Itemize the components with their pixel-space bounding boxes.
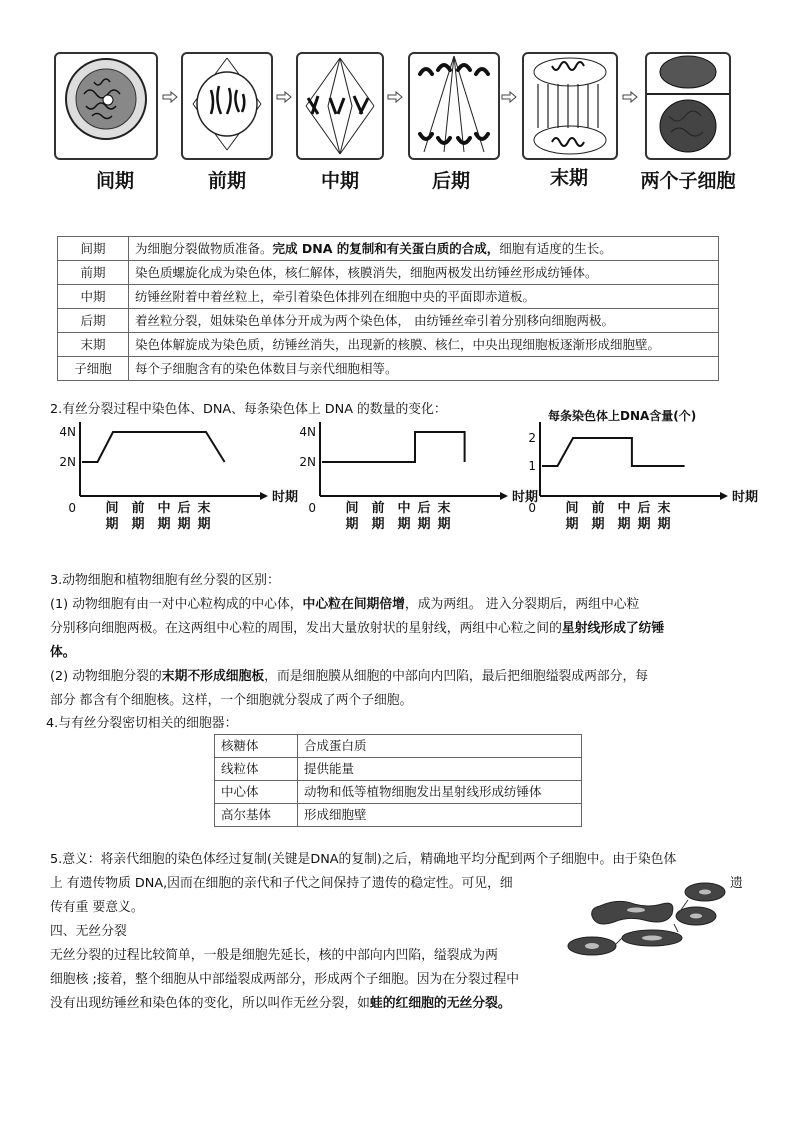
table-row <box>58 309 719 333</box>
table-row <box>215 758 582 781</box>
section2-title: 2.有丝分裂过程中染色体、DNA、每条染色体上 DNA 的数量的变化： <box>50 402 447 417</box>
y-tick-label: 2N <box>59 455 76 469</box>
x-tick-label: 后 <box>177 501 191 516</box>
arrow-right-icon <box>502 92 516 102</box>
description-cell: 每个子细胞含有的染色体数目与亲代细胞相等。 <box>129 357 719 381</box>
y-tick-label: 1 <box>528 459 536 473</box>
x-tick-label: 期 <box>197 517 211 532</box>
x-tick-label: 中 <box>157 501 171 516</box>
x-axis-label: 时期 <box>272 490 299 505</box>
x-tick-label: 期 <box>617 517 631 532</box>
anaphase-figure <box>408 52 500 160</box>
prophase-figure <box>181 52 273 160</box>
section5-line-2-tail: 遗 <box>730 876 743 891</box>
table-row <box>215 804 582 827</box>
series-line <box>82 432 225 462</box>
daughter-cells-figure <box>645 52 731 160</box>
telophase-figure <box>522 52 618 160</box>
stage-label-anaphase: 后期 <box>431 170 470 192</box>
organelle-name: 线粒体 <box>215 758 298 781</box>
organelle-table <box>214 734 582 827</box>
series-line <box>322 432 465 462</box>
stage-label-telophase: 末期 <box>549 167 588 189</box>
x-tick-label: 前 <box>371 501 385 516</box>
y-tick-label: 2N <box>299 455 316 469</box>
stage-label-interphase: 间期 <box>95 170 134 192</box>
table-row <box>58 261 719 285</box>
organelle-name: 核糖体 <box>215 735 298 758</box>
y-tick-label: 0 <box>308 501 316 515</box>
table-row <box>215 781 582 804</box>
table-row <box>58 357 719 381</box>
x-axis-label: 时期 <box>512 490 539 505</box>
amitosis-illustration <box>566 876 736 964</box>
organelle-function: 动物和低等植物细胞发出星射线形成纺锤体 <box>298 781 582 804</box>
section4-title: 4.与有丝分裂密切相关的细胞器： <box>46 716 238 731</box>
x-tick-label: 中 <box>617 501 631 516</box>
x-tick-label: 前 <box>131 501 145 516</box>
x-axis-arrow <box>500 492 508 500</box>
interphase-figure <box>54 52 158 160</box>
y-tick-label: 4N <box>59 425 76 439</box>
description-cell: 为细胞分裂做物质准备。完成 DNA 的复制和有关蛋白质的合成，细胞有适度的生长。 <box>129 237 719 261</box>
x-tick-label: 期 <box>131 517 145 532</box>
stage-label-daughter-cells: 两个子细胞 <box>640 170 736 192</box>
description-cell: 染色质螺旋化成为染色体，核仁解体，核膜消失，细胞两极发出纺锤丝形成纺锤体。 <box>129 261 719 285</box>
x-tick-label: 期 <box>565 517 579 532</box>
organelle-name: 中心体 <box>215 781 298 804</box>
section6-line-1: 无丝分裂的过程比较简单，一般是细胞先延长，核的中部向内凹陷，缢裂成为两 <box>50 948 498 963</box>
stage-label-prophase: 前期 <box>207 170 246 192</box>
phase-cell: 间期 <box>58 237 129 261</box>
x-tick-label: 期 <box>637 517 651 532</box>
arrow-right-icon <box>388 92 402 102</box>
x-tick-label: 期 <box>371 517 385 532</box>
phase-table <box>57 236 719 381</box>
arrow-right-icon <box>163 92 177 102</box>
section5-line-3: 传有重 要意义。 <box>50 900 144 915</box>
organelle-function: 形成细胞壁 <box>298 804 582 827</box>
x-tick-label: 间 <box>345 501 359 516</box>
organelle-name: 高尔基体 <box>215 804 298 827</box>
x-tick-label: 期 <box>437 517 451 532</box>
section3-paragraph-1: (1) 动物细胞有由一对中心粒构成的中心体，中心粒在间期倍增，成为两组。 进入分裂期后，两组中心粒 分别移向细胞两极。在这两组中心粒的周围，发出大量放射状的星射线，两组中心粒之间的星射线形成了纺锤 体。 <box>50 597 665 660</box>
x-tick-label: 期 <box>345 517 359 532</box>
section6-line-3: 没有出现纺锤丝和染色体的变化，所以叫作无丝分裂，如蛙的红细胞的无丝分裂。 <box>50 996 511 1011</box>
x-tick-label: 期 <box>157 517 171 532</box>
y-tick-label: 2 <box>528 431 536 445</box>
x-tick-label: 中 <box>397 501 411 516</box>
organelle-function: 提供能量 <box>298 758 582 781</box>
phase-cell: 后期 <box>58 309 129 333</box>
x-tick-label: 期 <box>657 517 671 532</box>
x-tick-label: 间 <box>105 501 119 516</box>
x-tick-label: 后 <box>417 501 431 516</box>
series-line <box>542 438 685 466</box>
arrow-right-icon <box>277 92 291 102</box>
x-axis-arrow <box>260 492 268 500</box>
description-cell: 着丝粒分裂，姐妹染色单体分开成为两个染色体， 由纺锤丝牵引着分别移向细胞两极。 <box>129 309 719 333</box>
y-tick-label: 4N <box>299 425 316 439</box>
phase-cell: 中期 <box>58 285 129 309</box>
x-tick-label: 后 <box>637 501 651 516</box>
x-tick-label: 期 <box>177 517 191 532</box>
table-row <box>58 285 719 309</box>
x-tick-label: 期 <box>417 517 431 532</box>
section3-title: 3.动物细胞和植物细胞有丝分裂的区别： <box>50 573 280 588</box>
phase-cell: 子细胞 <box>58 357 129 381</box>
x-tick-label: 期 <box>105 517 119 532</box>
x-tick-label: 前 <box>591 501 605 516</box>
description-cell: 染色体解旋成为染色质，纺锤丝消失，出现新的核膜、核仁，中央出现细胞板逐渐形成细胞壁。 <box>129 333 719 357</box>
section6-title: 四、无丝分裂 <box>50 924 127 939</box>
table-row <box>58 237 719 261</box>
x-axis-arrow <box>720 492 728 500</box>
organelle-function: 合成蛋白质 <box>298 735 582 758</box>
arrow-right-icon <box>623 92 637 102</box>
x-tick-label: 期 <box>397 517 411 532</box>
x-axis-label: 时期 <box>732 490 759 505</box>
description-cell: 纺锤丝附着中着丝粒上，牵引着染色体排列在细胞中央的平面即赤道板。 <box>129 285 719 309</box>
section5-line-2: 上 有遗传物质 DNA,因而在细胞的亲代和子代之间保持了遗传的稳定性。可见，细 <box>50 876 513 891</box>
x-tick-label: 末 <box>197 501 211 516</box>
stage-label-metaphase: 中期 <box>320 170 359 192</box>
chart-title: 每条染色体上DNA含量(个) <box>548 409 697 423</box>
table-row <box>215 735 582 758</box>
section3-paragraph-2: (2) 动物细胞分裂的末期不形成细胞板，而是细胞膜从细胞的中部向内凹陷，最后把细胞缢裂成两部分，每 部分 都含有个细胞核。这样，一个细胞就分裂成了两个子细胞。 <box>50 669 649 708</box>
y-tick-label: 0 <box>528 501 536 515</box>
phase-cell: 末期 <box>58 333 129 357</box>
x-tick-label: 间 <box>565 501 579 516</box>
y-tick-label: 0 <box>68 501 76 515</box>
x-tick-label: 末 <box>437 501 451 516</box>
phase-cell: 前期 <box>58 261 129 285</box>
section6-line-2: 细胞核 ;接着，整个细胞从中部缢裂成两部分，形成两个子细胞。因为在分裂过程中 <box>50 972 520 987</box>
section5-line-1: 5.意义：将亲代细胞的染色体经过复制(关键是DNA的复制)之后，精确地平均分配到两个子细胞中。由于染色体 <box>50 852 677 867</box>
table-row <box>58 333 719 357</box>
x-tick-label: 期 <box>591 517 605 532</box>
metaphase-figure <box>296 52 384 160</box>
x-tick-label: 末 <box>657 501 671 516</box>
